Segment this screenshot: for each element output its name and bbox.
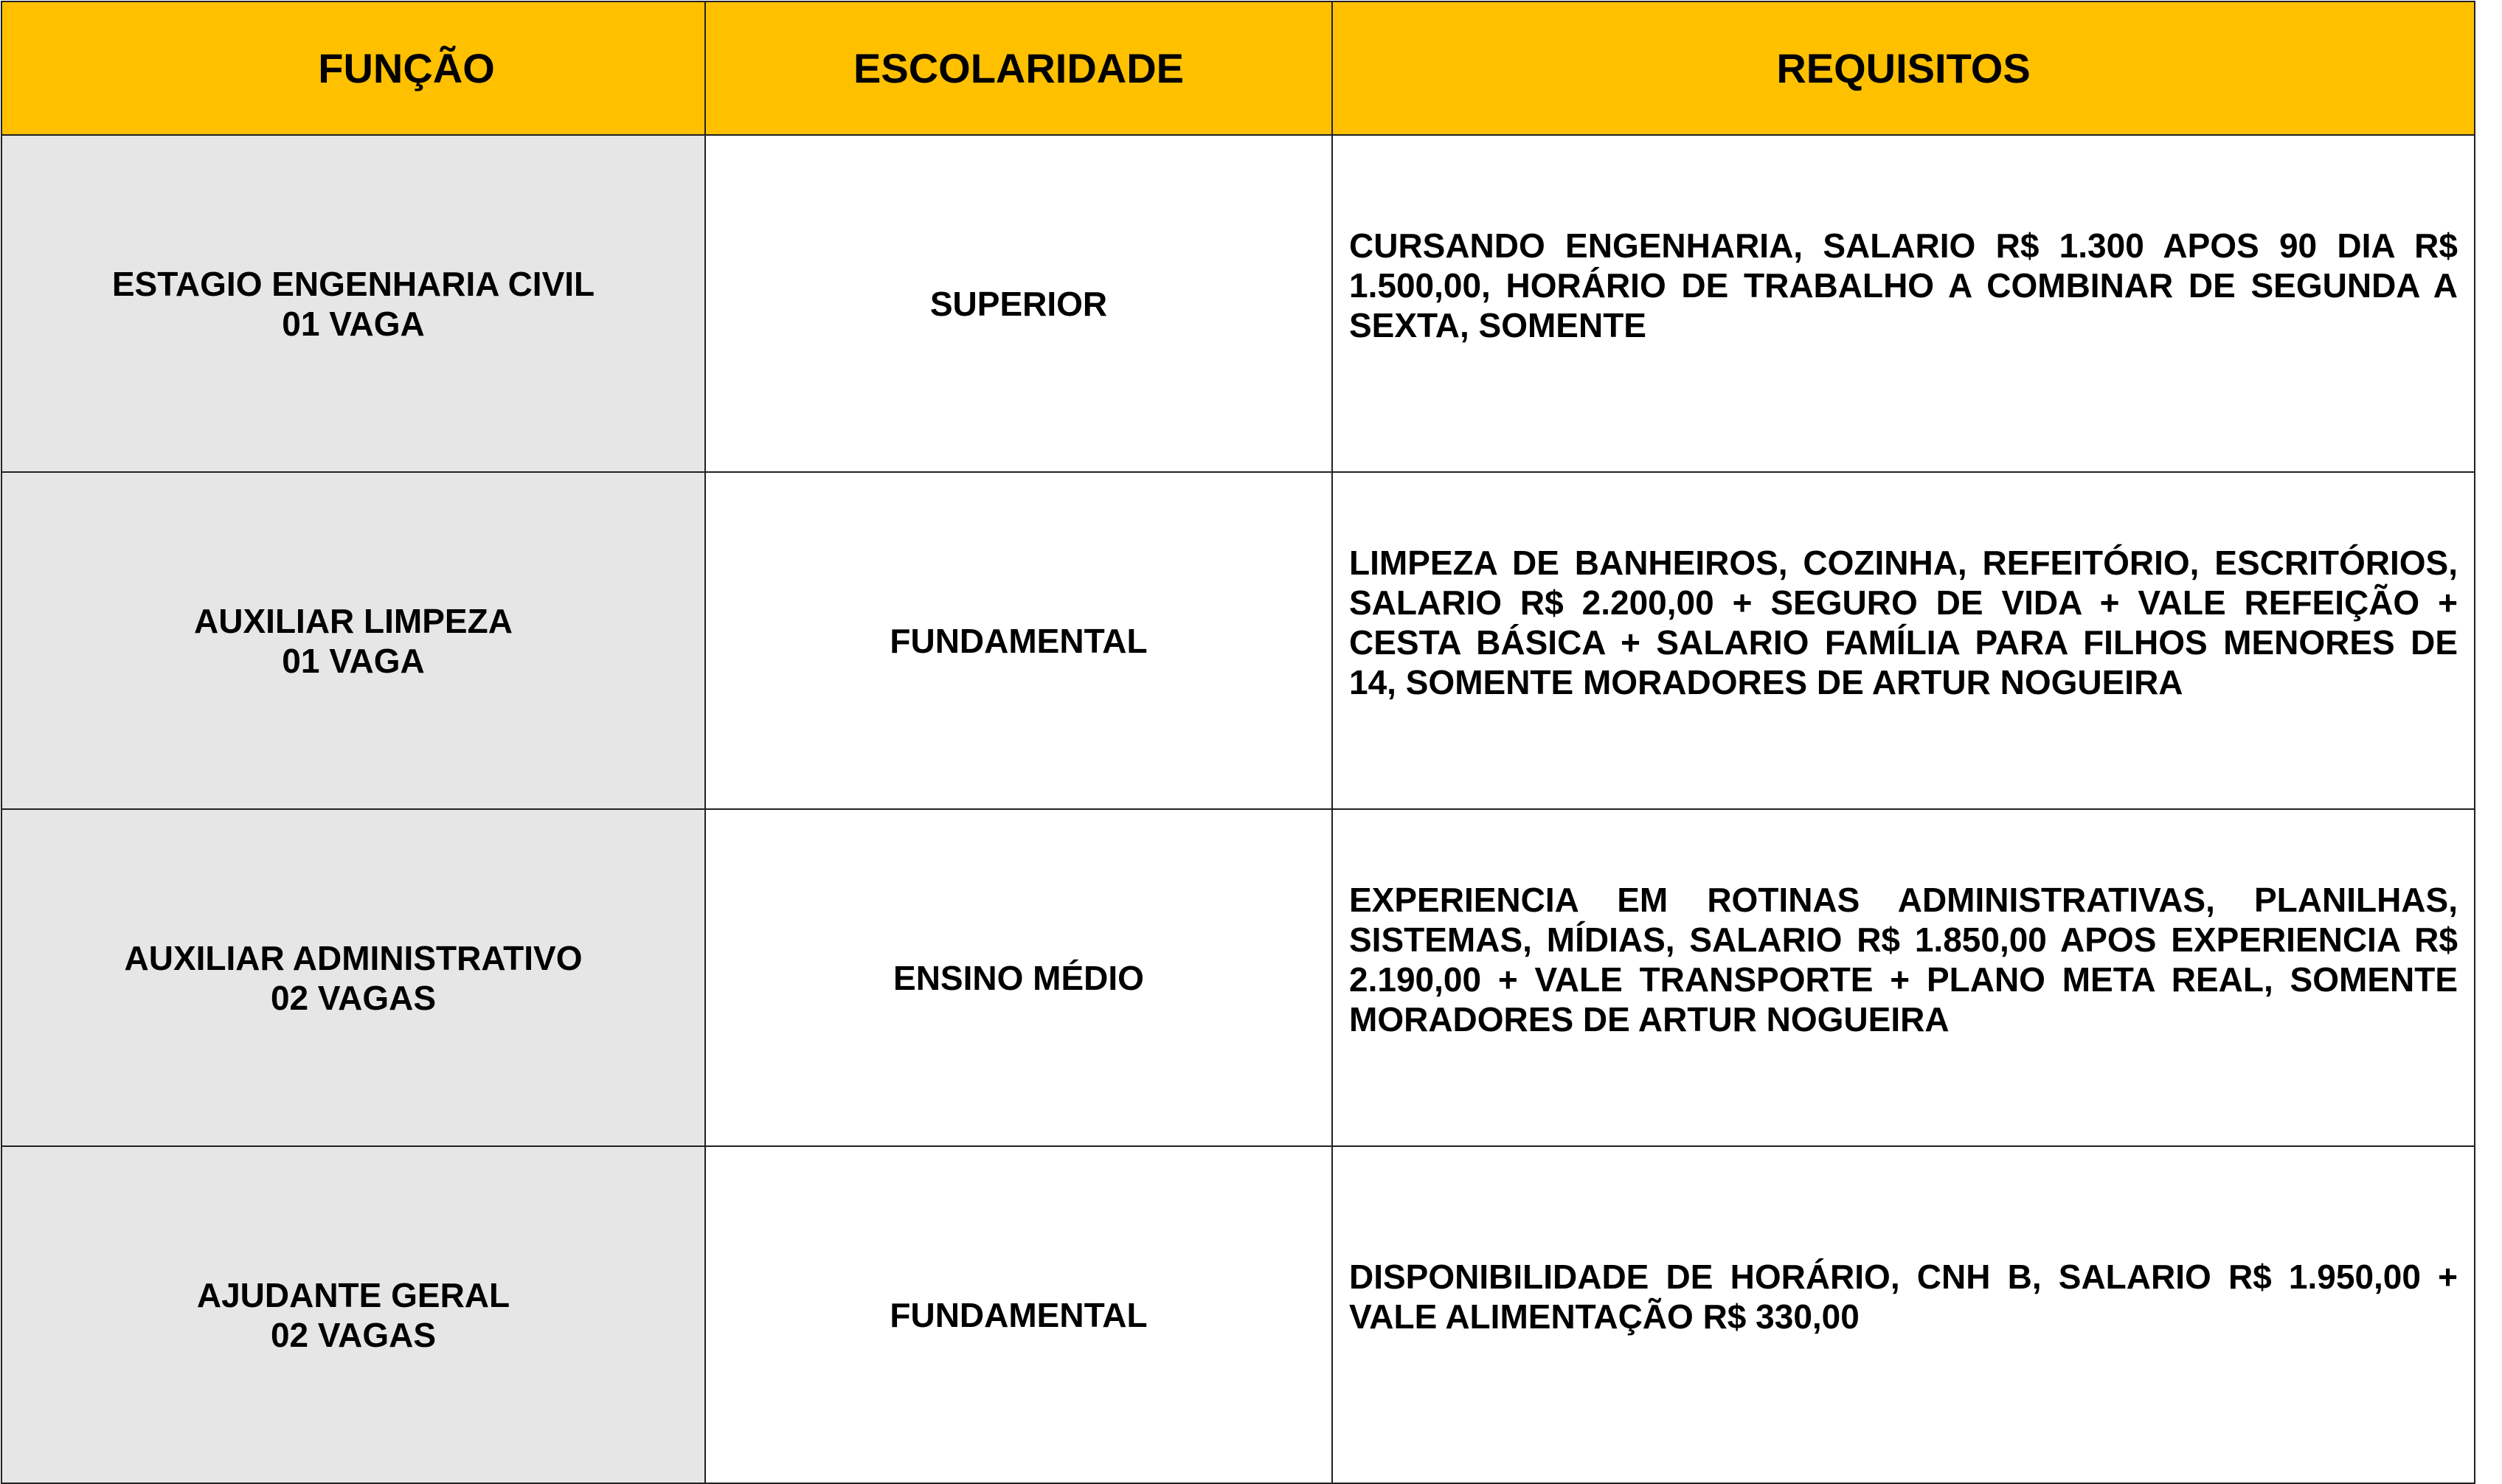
header-funcao bbox=[1, 1, 705, 135]
requisitos-text: DISPONIBILIDADE DE HORÁRIO, CNH B, SALARIO R$ 1.950,00 + VALE ALIMENTAÇÃO R$ 330,00 bbox=[1349, 1257, 2458, 1336]
table-row bbox=[1, 809, 2475, 1146]
funcao-vagas: 01 VAGA bbox=[282, 641, 425, 680]
funcao-vagas: 02 VAGAS bbox=[270, 978, 437, 1017]
funcao-name: AUXILIAR LIMPEZA bbox=[194, 601, 513, 640]
header-escolaridade: ESCOLARIDADE bbox=[705, 1, 1332, 135]
funcao-vagas: 01 VAGA bbox=[282, 304, 425, 343]
requisitos-cell bbox=[1332, 809, 2475, 1146]
funcao-name: ESTAGIO ENGENHARIA CIVIL bbox=[111, 264, 595, 303]
escolaridade-cell: SUPERIOR bbox=[705, 135, 1332, 472]
escolaridade-cell: FUNDAMENTAL bbox=[705, 1146, 1332, 1483]
header-requisitos: REQUISITOS bbox=[1332, 1, 2475, 135]
table-row bbox=[1, 472, 2475, 809]
escolaridade-cell: ENSINO MÉDIO bbox=[705, 809, 1332, 1146]
funcao-cell bbox=[1, 809, 705, 1146]
job-openings-table bbox=[1, 1, 2475, 1484]
requisitos-cell bbox=[1332, 1146, 2475, 1483]
table-header-row bbox=[1, 1, 2475, 135]
funcao-cell bbox=[1, 135, 705, 472]
header-funcao-label: FUNÇÃO bbox=[318, 45, 495, 91]
requisitos-text: EXPERIENCIA EM ROTINAS ADMINISTRATIVAS, PLANILHAS, SISTEMAS, MÍDIAS, SALARIO R$ 1.850,00 APOS EXPERIENCIA R$ 2.190,00 + VALE TRANSPORTE + PLANO META REAL, SOMENTE MORADORES DE ARTUR NOGUEIRA bbox=[1349, 880, 2458, 1039]
escolaridade-cell: FUNDAMENTAL bbox=[705, 472, 1332, 809]
funcao-cell bbox=[1, 472, 705, 809]
requisitos-cell bbox=[1332, 135, 2475, 472]
table-row bbox=[1, 1146, 2475, 1483]
funcao-cell bbox=[1, 1146, 705, 1483]
requisitos-text: CURSANDO ENGENHARIA, SALARIO R$ 1.300 APOS 90 DIA R$ 1.500,00, HORÁRIO DE TRABALHO A COMBINAR DE SEGUNDA A SEXTA, SOMENTE bbox=[1349, 226, 2458, 344]
funcao-name: AUXILIAR ADMINISTRATIVO bbox=[124, 938, 583, 977]
funcao-vagas: 02 VAGAS bbox=[270, 1315, 437, 1354]
requisitos-cell bbox=[1332, 472, 2475, 809]
table-row bbox=[1, 135, 2475, 472]
requisitos-text: LIMPEZA DE BANHEIROS, COZINHA, REFEITÓRIO, ESCRITÓRIOS, SALARIO R$ 2.200,00 + SEGURO DE VIDA + VALE REFEIÇÃO + CESTA BÁSICA + SALARIO FAMÍLIA PARA FILHOS MENORES DE 14, SOMENTE MORADORES DE ARTUR NOGUEIRA bbox=[1349, 543, 2458, 701]
funcao-name: AJUDANTE GERAL bbox=[196, 1275, 510, 1314]
